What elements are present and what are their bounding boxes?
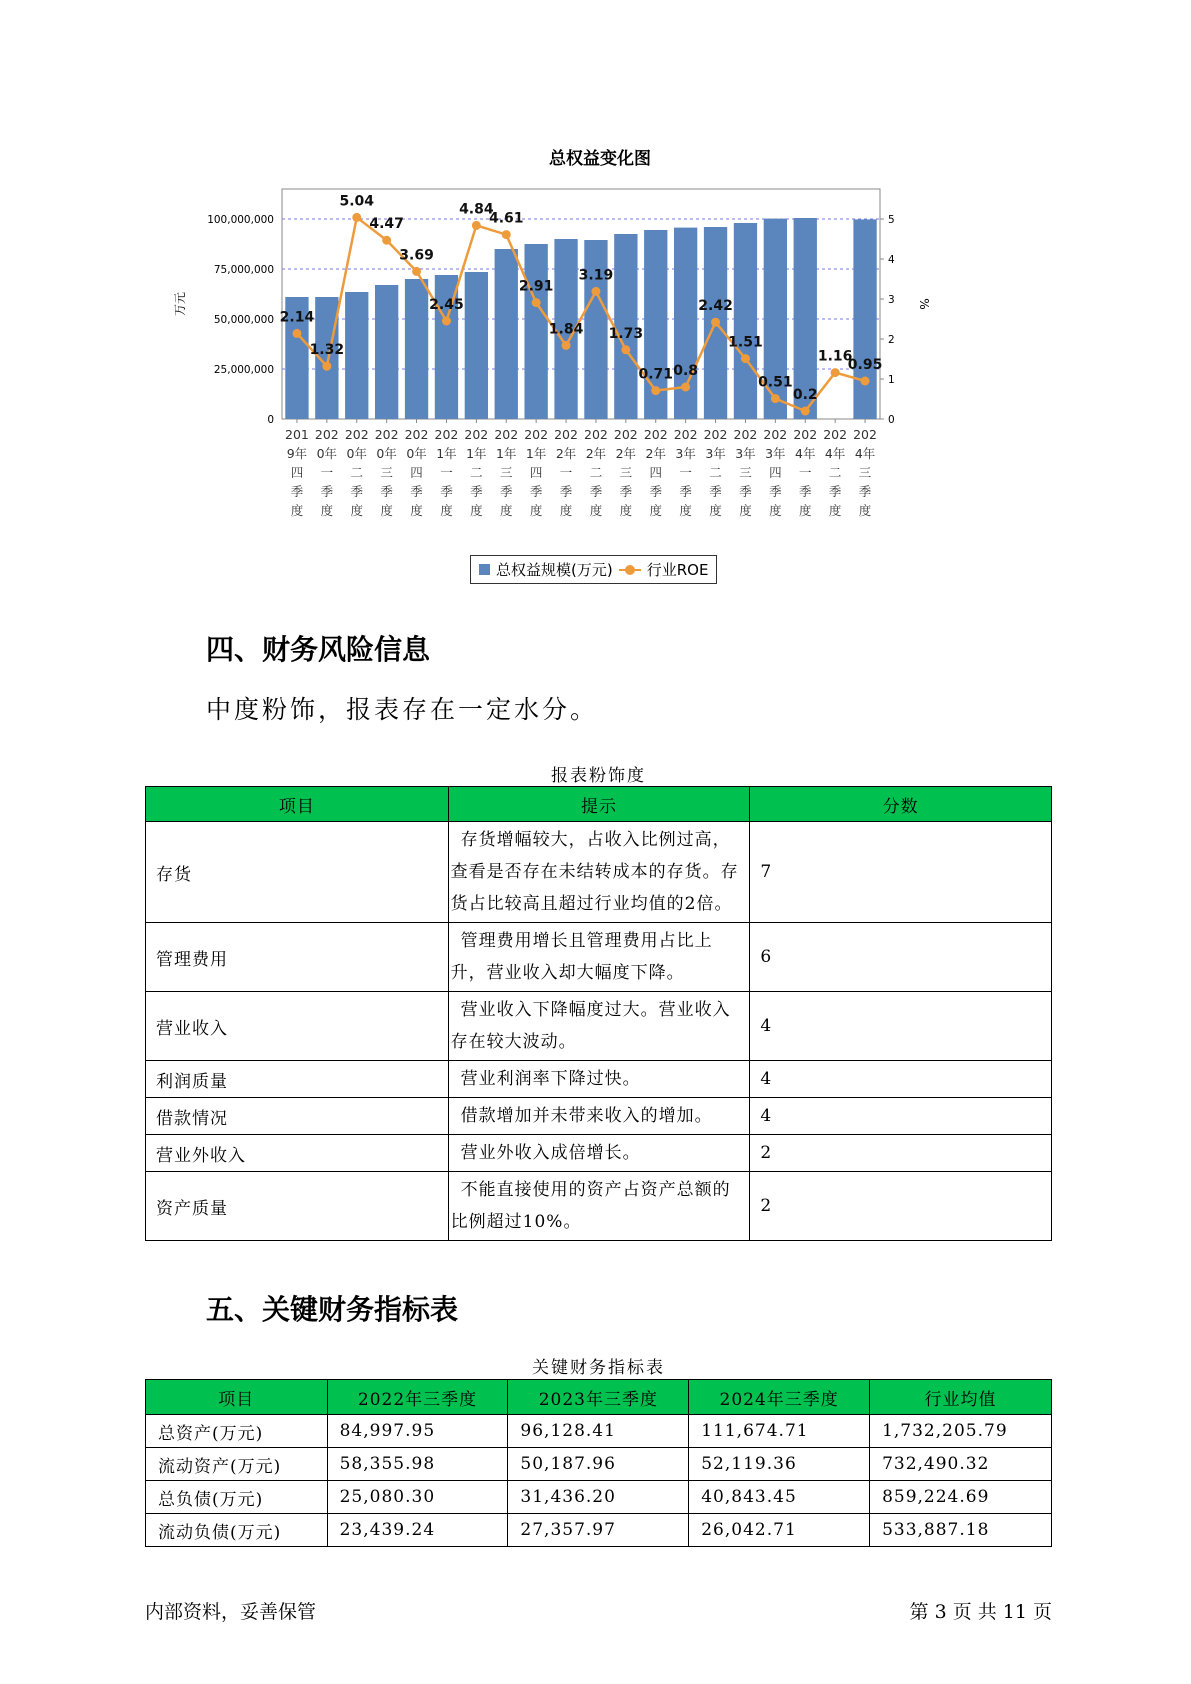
fin-value: 533,887.18	[870, 1514, 1052, 1547]
x-tick-label: 202 0年一季度	[314, 427, 339, 518]
risk-hint: 不能直接使用的资产占资产总额的比例超过10%。	[448, 1172, 750, 1241]
roe-data-label: 0.8	[673, 363, 699, 379]
roe-point	[292, 329, 301, 338]
y2-tick-label: 1	[888, 374, 895, 386]
header-hint: 提示	[448, 787, 750, 822]
equity-bar	[345, 292, 368, 419]
equity-bar	[495, 249, 518, 419]
x-tick-label: 202 2年三季度	[613, 427, 638, 518]
y-tick-label: 25,000,000	[213, 364, 274, 376]
x-tick-label: 202 3年四季度	[763, 427, 788, 518]
risk-hint: 借款增加并未带来收入的增加。	[448, 1098, 750, 1135]
x-tick-label: 202 1年一季度	[434, 427, 459, 518]
risk-summary: 中度粉饰，报表存在一定水分。	[206, 695, 599, 724]
roe-data-label: 1.32	[309, 342, 345, 359]
y-tick-label: 100,000,000	[207, 214, 274, 226]
fin-item: 流动资产(万元)	[146, 1448, 328, 1481]
risk-item: 管理费用	[146, 923, 449, 992]
y-axis-label: 万元	[173, 291, 187, 317]
risk-table-header	[146, 787, 1052, 822]
y-tick-label: 0	[267, 414, 274, 426]
roe-point	[651, 386, 660, 395]
fin-item: 流动负债(万元)	[146, 1514, 328, 1547]
fin-row	[146, 1481, 1052, 1514]
legend-bar-swatch	[479, 564, 490, 575]
risk-hint: 营业外收入成倍增长。	[448, 1135, 750, 1172]
equity-bar	[734, 223, 757, 419]
fin-value: 27,357.97	[508, 1514, 689, 1547]
roe-point	[412, 267, 421, 276]
roe-point	[681, 383, 690, 392]
risk-heading: 四、财务风险信息	[206, 633, 431, 666]
risk-score: 4	[750, 992, 1052, 1061]
equity-bar	[405, 279, 428, 419]
x-tick-label: 202 2年二季度	[584, 427, 608, 518]
risk-item: 营业收入	[146, 992, 449, 1061]
risk-hint: 存货增幅较大，占收入比例过高，查看是否存在未结转成本的存货。存货占比较高且超过行业均值的2倍。	[448, 822, 750, 923]
indicator-heading: 五、关键财务指标表	[206, 1293, 459, 1326]
y2-tick-label: 0	[888, 414, 895, 426]
fin-value: 23,439.24	[327, 1514, 508, 1547]
x-tick-label: 202 0年二季度	[344, 427, 369, 518]
fin-row	[146, 1448, 1052, 1481]
fin-value: 84,997.95	[327, 1415, 508, 1448]
fin-header: 2022年三季度	[327, 1380, 508, 1415]
fin-table	[145, 1379, 1052, 1547]
roe-data-label: 4.84	[459, 201, 494, 218]
x-tick-label: 201 9年四季度	[285, 427, 309, 518]
roe-data-label: 4.47	[369, 216, 404, 233]
roe-data-label: 1.73	[608, 325, 644, 342]
x-tick-label: 202 2年一季度	[554, 427, 578, 518]
risk-item: 营业外收入	[146, 1135, 449, 1172]
risk-score: 4	[750, 1098, 1052, 1135]
x-tick-label: 202 3年三季度	[733, 427, 758, 518]
roe-point	[502, 230, 511, 239]
equity-bar	[465, 272, 488, 419]
legend-line-swatch	[619, 569, 641, 571]
roe-point	[831, 368, 840, 377]
x-tick-label: 202 2年四季度	[643, 427, 668, 518]
fin-row	[146, 1514, 1052, 1547]
roe-point	[382, 236, 391, 245]
x-tick-label: 202 3年二季度	[703, 427, 728, 518]
roe-point	[591, 287, 600, 296]
risk-score: 7	[750, 822, 1052, 923]
y-tick-label: 50,000,000	[213, 314, 274, 326]
fin-value: 26,042.71	[689, 1514, 870, 1547]
risk-hint: 管理费用增长且管理费用占比上升，营业收入却大幅度下降。	[448, 923, 750, 992]
risk-row	[146, 923, 1052, 992]
fin-value: 58,355.98	[327, 1448, 508, 1481]
equity-chart	[173, 140, 1000, 600]
y2-axis-label: %	[917, 298, 931, 310]
roe-data-label: 0.51	[758, 374, 793, 391]
fin-header: 行业均值	[870, 1380, 1052, 1415]
fin-value: 96,128.41	[508, 1415, 689, 1448]
y2-tick-label: 3	[888, 294, 895, 306]
fin-row	[146, 1415, 1052, 1448]
y2-tick-label: 5	[888, 214, 895, 226]
risk-hint: 营业利润率下降过快。	[448, 1061, 750, 1098]
risk-row	[146, 1172, 1052, 1241]
roe-point	[621, 345, 630, 354]
roe-data-label: 2.91	[518, 278, 554, 295]
roe-data-label: 3.69	[399, 247, 434, 264]
risk-row	[146, 1098, 1052, 1135]
fin-value: 111,674.71	[689, 1415, 870, 1448]
fin-header: 2024年三季度	[689, 1380, 870, 1415]
fin-header: 项目	[146, 1380, 328, 1415]
x-tick-label: 202 4年二季度	[823, 427, 848, 518]
risk-score: 2	[750, 1172, 1052, 1241]
risk-item: 利润质量	[146, 1061, 449, 1098]
footer-confidential: 内部资料，妥善保管	[145, 1601, 317, 1623]
header-score: 分数	[750, 787, 1052, 822]
y-tick-label: 75,000,000	[213, 264, 274, 276]
risk-hint: 营业收入下降幅度过大。营业收入存在较大波动。	[448, 992, 750, 1061]
roe-point	[801, 407, 810, 416]
roe-point	[861, 377, 870, 386]
equity-bar	[853, 219, 876, 419]
risk-row	[146, 992, 1052, 1061]
roe-point	[442, 317, 451, 326]
roe-data-label: 2.45	[429, 297, 464, 313]
fin-item: 总负债(万元)	[146, 1481, 328, 1514]
fin-value: 25,080.30	[327, 1481, 508, 1514]
fin-value: 732,490.32	[870, 1448, 1052, 1481]
fin-value: 859,224.69	[870, 1481, 1052, 1514]
roe-data-label: 2.14	[279, 309, 315, 326]
risk-row	[146, 822, 1052, 923]
chart-legend	[470, 555, 717, 584]
roe-data-label: 5.04	[339, 193, 375, 210]
x-tick-label: 202 4年三季度	[853, 427, 877, 518]
roe-data-label: 0.95	[847, 357, 883, 373]
roe-point	[741, 354, 750, 363]
x-tick-label: 202 1年三季度	[494, 427, 519, 518]
x-tick-label: 202 1年二季度	[464, 427, 489, 518]
x-tick-label: 202 4年一季度	[793, 427, 818, 518]
header-item: 项目	[146, 787, 449, 822]
roe-point	[562, 341, 571, 350]
risk-table-caption: 报表粉饰度	[551, 766, 646, 786]
fin-item: 总资产(万元)	[146, 1415, 328, 1448]
x-tick-label: 202 0年四季度	[404, 427, 429, 518]
risk-score: 2	[750, 1135, 1052, 1172]
x-tick-label: 202 1年四季度	[524, 427, 549, 518]
roe-data-label: 1.84	[548, 321, 584, 338]
legend-line-label: 行业ROE	[646, 561, 709, 579]
y2-tick-label: 4	[888, 254, 895, 266]
x-tick-label: 202 3年一季度	[673, 427, 698, 518]
chart-title: 总权益变化图	[549, 149, 651, 169]
legend-bar-label: 总权益规模(万元)	[496, 561, 613, 579]
fin-value: 50,187.96	[508, 1448, 689, 1481]
roe-data-label: 1.51	[728, 334, 763, 351]
risk-row	[146, 1135, 1052, 1172]
risk-item: 借款情况	[146, 1098, 449, 1135]
fin-table-header	[146, 1380, 1052, 1415]
risk-score: 6	[750, 923, 1052, 992]
fin-value: 1,732,205.79	[870, 1415, 1052, 1448]
footer-page-number: 第 3 页 共 11 页	[909, 1601, 1052, 1623]
roe-data-label: 0.2	[792, 387, 818, 403]
risk-item: 存货	[146, 822, 449, 923]
roe-data-label: 0.71	[638, 366, 674, 383]
x-tick-label: 202 0年三季度	[374, 427, 399, 518]
roe-point	[771, 394, 780, 403]
roe-point	[532, 298, 541, 307]
risk-score: 4	[750, 1061, 1052, 1098]
risk-row	[146, 1061, 1052, 1098]
equity-bar	[375, 285, 398, 419]
fin-value: 52,119.36	[689, 1448, 870, 1481]
risk-table	[145, 786, 1052, 1241]
roe-point	[472, 221, 481, 230]
equity-bar	[524, 244, 547, 419]
chart-canvas	[173, 140, 1020, 555]
roe-data-label: 2.42	[698, 298, 733, 315]
roe-data-label: 4.61	[488, 210, 524, 227]
risk-item: 资产质量	[146, 1172, 449, 1241]
y2-tick-label: 2	[888, 334, 895, 346]
fin-header: 2023年三季度	[508, 1380, 689, 1415]
roe-point	[352, 213, 361, 222]
roe-data-label: 1.16	[817, 348, 853, 365]
fin-table-caption: 关键财务指标表	[532, 1358, 665, 1378]
roe-point	[711, 318, 720, 327]
fin-value: 40,843.45	[689, 1481, 870, 1514]
roe-data-label: 3.19	[578, 267, 614, 284]
fin-value: 31,436.20	[508, 1481, 689, 1514]
roe-point	[322, 362, 331, 371]
